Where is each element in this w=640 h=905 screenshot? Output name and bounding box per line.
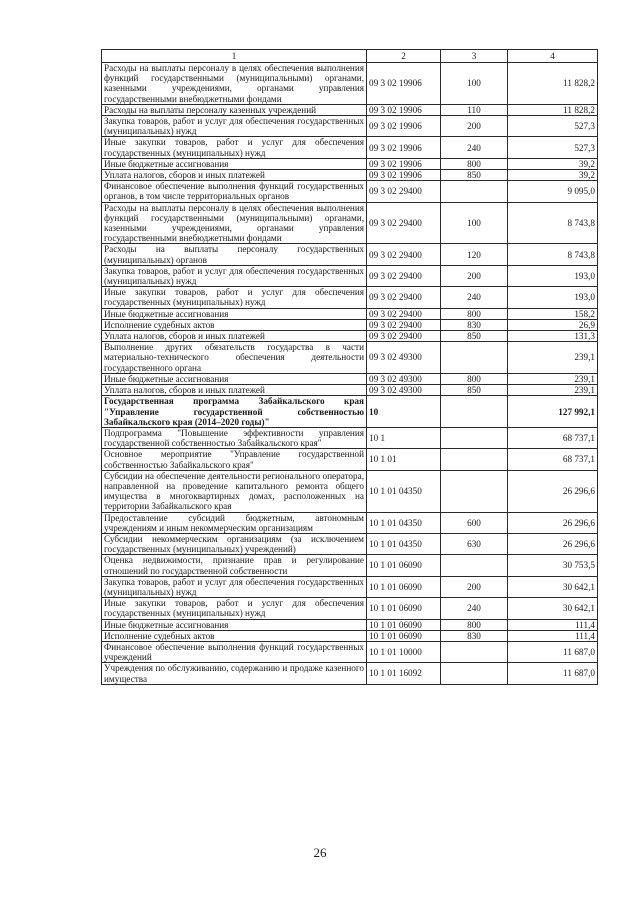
row-code-cell: 09 3 02 19906 bbox=[367, 137, 441, 158]
row-code-cell: 10 1 01 10000 bbox=[367, 641, 441, 662]
row-amount-cell: 9 095,0 bbox=[508, 181, 598, 202]
column-header: 2 bbox=[367, 50, 441, 63]
row-type-cell bbox=[441, 470, 508, 512]
table-row bbox=[102, 287, 598, 308]
row-name-cell: Уплата налогов, сборов и иных платежей bbox=[102, 170, 367, 181]
row-amount-cell: 239,1 bbox=[508, 342, 598, 374]
table-row bbox=[102, 308, 598, 319]
row-amount-cell: 30 642,1 bbox=[508, 598, 598, 619]
row-amount-cell: 111,4 bbox=[508, 630, 598, 641]
row-amount-cell: 68 737,1 bbox=[508, 449, 598, 470]
row-name-cell: Закупка товаров, работ и услуг для обеспечения государственных (муниципальных) нужд bbox=[102, 116, 367, 137]
table-row bbox=[102, 319, 598, 330]
row-type-cell: 120 bbox=[441, 244, 508, 265]
table-row bbox=[102, 630, 598, 641]
row-name-cell: Исполнение судебных актов bbox=[102, 630, 367, 641]
table-row bbox=[102, 137, 598, 158]
row-type-cell: 800 bbox=[441, 308, 508, 319]
table-row bbox=[102, 619, 598, 630]
table-row bbox=[102, 373, 598, 384]
row-type-cell: 830 bbox=[441, 630, 508, 641]
row-type-cell: 630 bbox=[441, 533, 508, 554]
table-row bbox=[102, 470, 598, 512]
table-row bbox=[102, 512, 598, 533]
table-row bbox=[102, 598, 598, 619]
table-row bbox=[102, 104, 598, 115]
row-amount-cell: 11 828,2 bbox=[508, 104, 598, 115]
table-row bbox=[102, 202, 598, 244]
row-code-cell: 09 3 02 29400 bbox=[367, 308, 441, 319]
row-type-cell: 200 bbox=[441, 116, 508, 137]
row-code-cell: 09 3 02 29400 bbox=[367, 319, 441, 330]
row-amount-cell: 111,4 bbox=[508, 619, 598, 630]
row-amount-cell: 11 687,0 bbox=[508, 641, 598, 662]
row-name-cell: Субсидии некоммерческим организациям (за исключением государственных (муниципальных) учреждений) bbox=[102, 533, 367, 554]
row-type-cell: 200 bbox=[441, 576, 508, 597]
row-code-cell: 09 3 02 49300 bbox=[367, 342, 441, 374]
row-code-cell: 10 1 01 04350 bbox=[367, 533, 441, 554]
row-code-cell: 10 1 01 06090 bbox=[367, 598, 441, 619]
row-code-cell: 09 3 02 29400 bbox=[367, 287, 441, 308]
row-name-cell: Иные бюджетные ассигнования bbox=[102, 373, 367, 384]
row-code-cell: 09 3 02 29400 bbox=[367, 331, 441, 342]
row-name-cell: Иные бюджетные ассигнования bbox=[102, 619, 367, 630]
row-name-cell: Выполнение других обязательств государства в части материально-технического обеспечения деятельности государственного органа bbox=[102, 342, 367, 374]
row-type-cell: 200 bbox=[441, 265, 508, 286]
row-type-cell: 850 bbox=[441, 385, 508, 396]
row-name-cell: Государственная программа Забайкальского края "Управление государственной собственностью Забайкальского края (2014–2020 годы)" bbox=[102, 396, 367, 428]
row-name-cell: Закупка товаров, работ и услуг для обеспечения государственных (муниципальных) нужд bbox=[102, 265, 367, 286]
row-code-cell: 09 3 02 49300 bbox=[367, 373, 441, 384]
row-amount-cell: 26 296,6 bbox=[508, 470, 598, 512]
table-row bbox=[102, 342, 598, 374]
column-header: 1 bbox=[102, 50, 367, 63]
row-amount-cell: 527,3 bbox=[508, 137, 598, 158]
row-name-cell: Иные закупки товаров, работ и услуг для обеспечения государственных (муниципальных) нужд bbox=[102, 598, 367, 619]
row-code-cell: 09 3 02 19906 bbox=[367, 116, 441, 137]
table-row bbox=[102, 244, 598, 265]
row-name-cell: Исполнение судебных актов bbox=[102, 319, 367, 330]
row-type-cell bbox=[441, 396, 508, 428]
row-type-cell: 830 bbox=[441, 319, 508, 330]
row-name-cell: Финансовое обеспечение выполнения функций государственных органов, в том числе территориальных органов bbox=[102, 181, 367, 202]
table-row bbox=[102, 641, 598, 662]
row-type-cell: 240 bbox=[441, 287, 508, 308]
table-row bbox=[102, 385, 598, 396]
table-row bbox=[102, 116, 598, 137]
row-code-cell: 09 3 02 19906 bbox=[367, 158, 441, 169]
row-type-cell bbox=[441, 181, 508, 202]
row-amount-cell: 11 828,2 bbox=[508, 63, 598, 105]
row-type-cell: 100 bbox=[441, 202, 508, 244]
row-amount-cell: 527,3 bbox=[508, 116, 598, 137]
row-amount-cell: 8 743,8 bbox=[508, 244, 598, 265]
row-amount-cell: 39,2 bbox=[508, 158, 598, 169]
row-name-cell: Подпрограмма "Повышение эффективности управления государственной собственностью Забайкальского края" bbox=[102, 427, 367, 448]
row-type-cell bbox=[441, 449, 508, 470]
table-row bbox=[102, 396, 598, 428]
row-amount-cell: 193,0 bbox=[508, 265, 598, 286]
row-amount-cell: 193,0 bbox=[508, 287, 598, 308]
row-code-cell: 10 1 01 06090 bbox=[367, 555, 441, 576]
budget-table-body bbox=[102, 50, 598, 685]
table-row bbox=[102, 449, 598, 470]
row-amount-cell: 26 296,6 bbox=[508, 533, 598, 554]
row-code-cell: 10 1 01 06090 bbox=[367, 630, 441, 641]
row-type-cell bbox=[441, 342, 508, 374]
row-code-cell: 09 3 02 19906 bbox=[367, 104, 441, 115]
table-row bbox=[102, 663, 598, 684]
row-amount-cell: 26 296,6 bbox=[508, 512, 598, 533]
table-row bbox=[102, 331, 598, 342]
row-code-cell: 10 1 01 06090 bbox=[367, 619, 441, 630]
table-header-row bbox=[102, 50, 598, 63]
row-code-cell: 10 1 01 bbox=[367, 449, 441, 470]
table-row bbox=[102, 576, 598, 597]
row-name-cell: Основное мероприятие "Управление государственной собственностью Забайкальского края" bbox=[102, 449, 367, 470]
column-header: 4 bbox=[508, 50, 598, 63]
row-amount-cell: 30 642,1 bbox=[508, 576, 598, 597]
row-type-cell: 600 bbox=[441, 512, 508, 533]
column-header: 3 bbox=[441, 50, 508, 63]
row-name-cell: Уплата налогов, сборов и иных платежей bbox=[102, 385, 367, 396]
row-code-cell: 09 3 02 49300 bbox=[367, 385, 441, 396]
table-row bbox=[102, 158, 598, 169]
row-name-cell: Субсидии на обеспечение деятельности регионального оператора, направленной на проведение капитального ремонта общего имущества в многоквартирных домах, расположенных на территории Забайкальского края bbox=[102, 470, 367, 512]
row-name-cell: Предоставление субсидий бюджетным, автономным учреждениям и иным некоммерческим организациям bbox=[102, 512, 367, 533]
row-type-cell: 240 bbox=[441, 598, 508, 619]
row-code-cell: 10 1 01 04350 bbox=[367, 512, 441, 533]
row-name-cell: Финансовое обеспечение выполнения функций государственных учреждений bbox=[102, 641, 367, 662]
row-code-cell: 10 bbox=[367, 396, 441, 428]
row-name-cell: Учреждения по обслуживанию, содержанию и продаже казенного имущества bbox=[102, 663, 367, 684]
row-amount-cell: 26,9 bbox=[508, 319, 598, 330]
table-row bbox=[102, 555, 598, 576]
row-code-cell: 09 3 02 29400 bbox=[367, 202, 441, 244]
row-name-cell: Закупка товаров, работ и услуг для обеспечения государственных (муниципальных) нужд bbox=[102, 576, 367, 597]
row-type-cell: 240 bbox=[441, 137, 508, 158]
row-amount-cell: 30 753,5 bbox=[508, 555, 598, 576]
table-row bbox=[102, 181, 598, 202]
row-code-cell: 10 1 01 04350 bbox=[367, 470, 441, 512]
table-row bbox=[102, 63, 598, 105]
row-type-cell: 110 bbox=[441, 104, 508, 115]
row-amount-cell: 39,2 bbox=[508, 170, 598, 181]
row-name-cell: Иные закупки товаров, работ и услуг для обеспечения государственных (муниципальных) нужд bbox=[102, 137, 367, 158]
row-code-cell: 09 3 02 29400 bbox=[367, 181, 441, 202]
row-amount-cell: 68 737,1 bbox=[508, 427, 598, 448]
row-amount-cell: 8 743,8 bbox=[508, 202, 598, 244]
row-type-cell: 100 bbox=[441, 63, 508, 105]
budget-table bbox=[101, 49, 598, 685]
table-row bbox=[102, 170, 598, 181]
row-name-cell: Расходы на выплаты персоналу государственных (муниципальных) органов bbox=[102, 244, 367, 265]
row-name-cell: Иные бюджетные ассигнования bbox=[102, 158, 367, 169]
row-name-cell: Оценка недвижимости, признание прав и регулирование отношений по государственной собственности bbox=[102, 555, 367, 576]
row-type-cell bbox=[441, 427, 508, 448]
row-name-cell: Расходы на выплаты персоналу в целях обеспечения выполнения функций государственными (муниципальными) органами, казенными учреждениями, органами управления государственными внебюджетными фондами bbox=[102, 202, 367, 244]
row-code-cell: 09 3 02 29400 bbox=[367, 265, 441, 286]
row-name-cell: Расходы на выплаты персоналу казенных учреждений bbox=[102, 104, 367, 115]
row-code-cell: 09 3 02 29400 bbox=[367, 244, 441, 265]
row-amount-cell: 158,2 bbox=[508, 308, 598, 319]
row-type-cell: 800 bbox=[441, 373, 508, 384]
row-code-cell: 09 3 02 19906 bbox=[367, 63, 441, 105]
row-type-cell bbox=[441, 555, 508, 576]
row-type-cell: 800 bbox=[441, 158, 508, 169]
row-amount-cell: 11 687,0 bbox=[508, 663, 598, 684]
row-amount-cell: 239,1 bbox=[508, 373, 598, 384]
table-row bbox=[102, 533, 598, 554]
row-amount-cell: 239,1 bbox=[508, 385, 598, 396]
row-name-cell: Расходы на выплаты персоналу в целях обеспечения выполнения функций государственными (муниципальными) органами, казенными учреждениями, органами управления государственными внебюджетными фондами bbox=[102, 63, 367, 105]
row-code-cell: 10 1 bbox=[367, 427, 441, 448]
row-code-cell: 09 3 02 19906 bbox=[367, 170, 441, 181]
row-code-cell: 10 1 01 16092 bbox=[367, 663, 441, 684]
row-code-cell: 10 1 01 06090 bbox=[367, 576, 441, 597]
row-amount-cell: 131,3 bbox=[508, 331, 598, 342]
row-name-cell: Уплата налогов, сборов и иных платежей bbox=[102, 331, 367, 342]
row-amount-cell: 127 992,1 bbox=[508, 396, 598, 428]
row-type-cell bbox=[441, 663, 508, 684]
row-type-cell: 850 bbox=[441, 331, 508, 342]
row-type-cell bbox=[441, 641, 508, 662]
row-name-cell: Иные бюджетные ассигнования bbox=[102, 308, 367, 319]
table-row bbox=[102, 265, 598, 286]
page-number: 26 bbox=[313, 845, 327, 860]
row-type-cell: 850 bbox=[441, 170, 508, 181]
table-row bbox=[102, 427, 598, 448]
row-type-cell: 800 bbox=[441, 619, 508, 630]
row-name-cell: Иные закупки товаров, работ и услуг для обеспечения государственных (муниципальных) нужд bbox=[102, 287, 367, 308]
